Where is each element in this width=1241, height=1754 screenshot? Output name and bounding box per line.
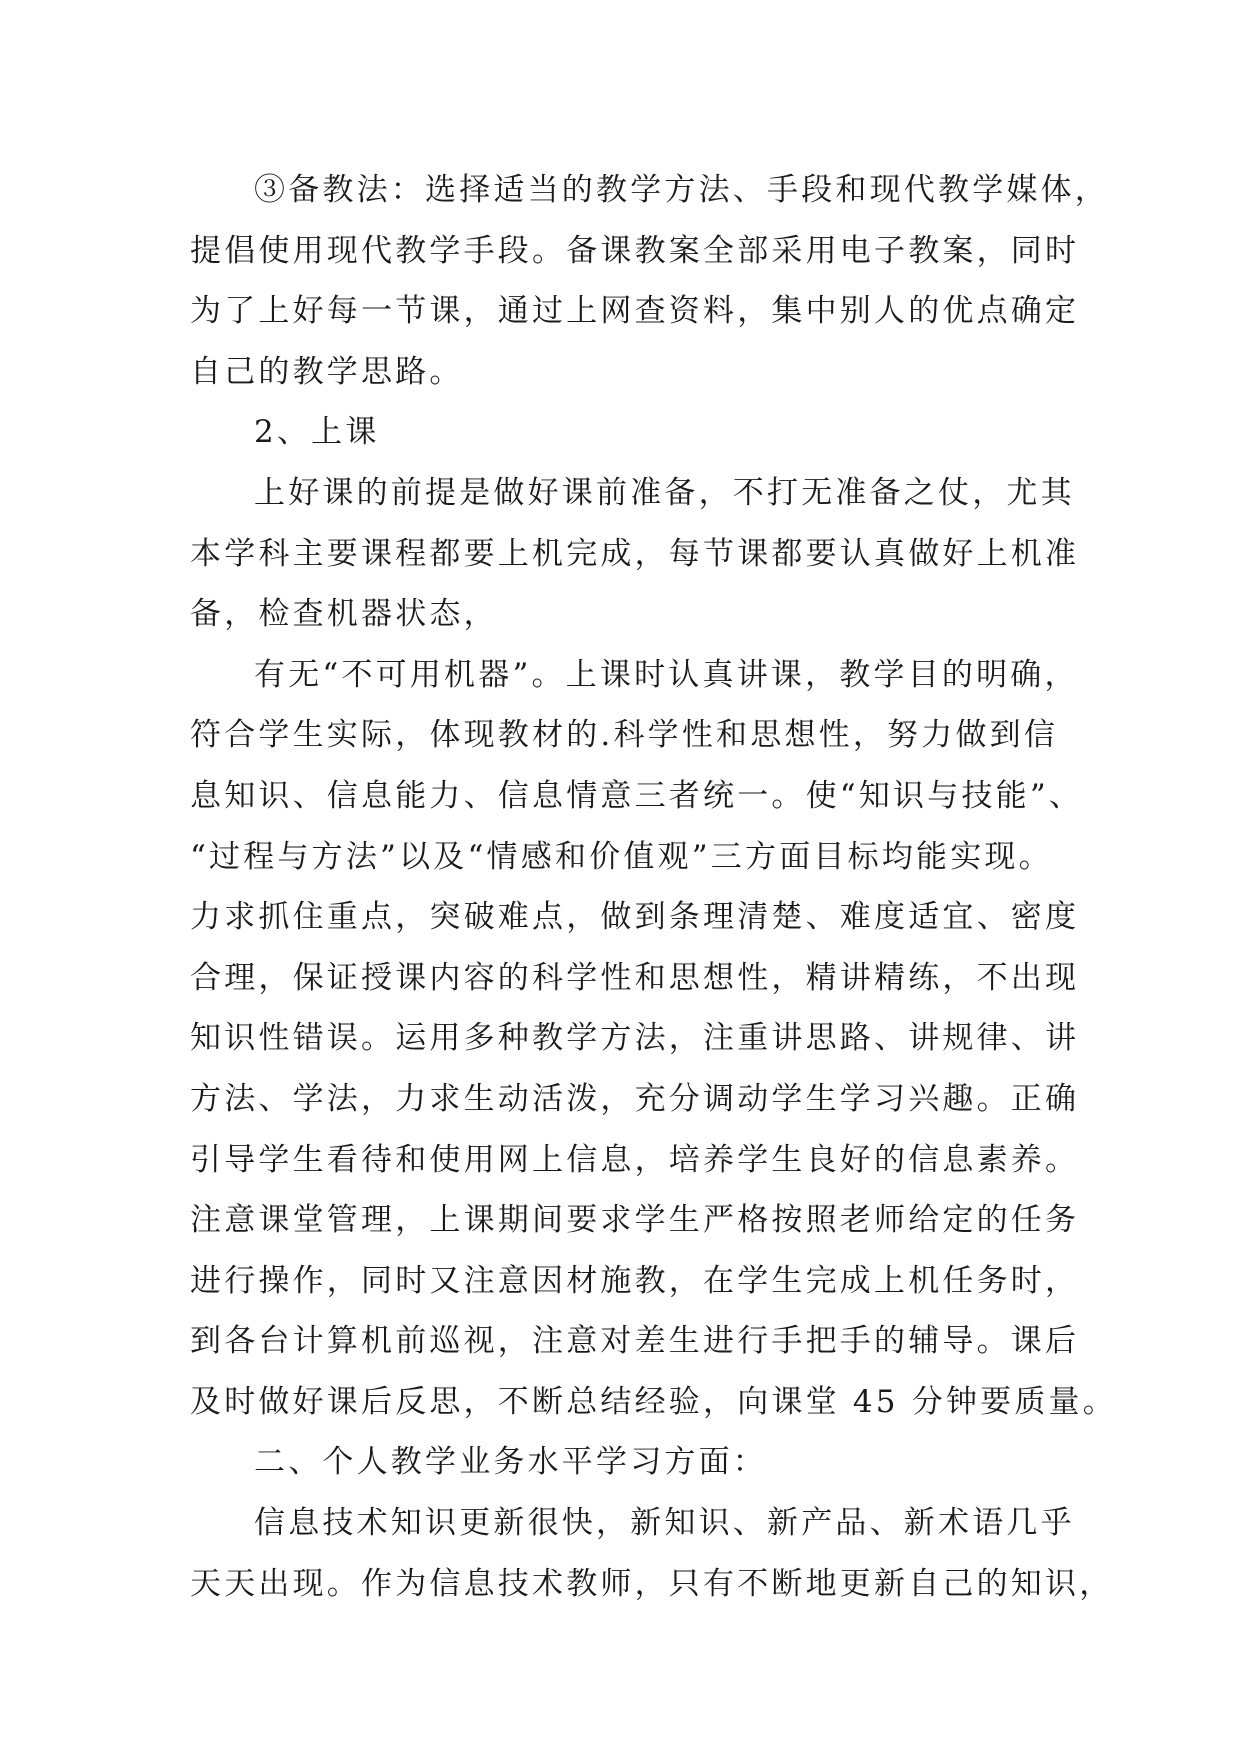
text-line: 方法、学法，力求生动活泼，充分调动学生学习兴趣。正确: [190, 1080, 1080, 1117]
document-body: [190, 160, 1117, 1614]
text-line: 息知识、信息能力、信息情意三者统一。使“知识与技能”、: [190, 777, 1084, 814]
text-line: 及时做好课后反思，不断总结经验，向课堂 45 分钟要质量。: [190, 1383, 1117, 1420]
text-line: ③备教法：选择适当的教学方法、手段和现代教学媒体，: [254, 172, 1109, 208]
text-line: 备，检查机器状态，: [190, 596, 498, 633]
text-line: 上好课的前提是做好课前准备，不打无准备之仗，尤其: [254, 474, 1075, 511]
text-line: 提倡使用现代教学手段。备课教案全部采用电子教案，同时: [190, 232, 1080, 269]
section-heading: 二、个人教学业务水平学习方面：: [254, 1444, 767, 1481]
text-line: 自己的教学思路。: [190, 353, 464, 390]
text-line: 符合学生实际，体现教材的.科学性和思想性，努力做到信: [190, 717, 1059, 754]
text-line: 有无“不可用机器”。上课时认真讲课，教学目的明确，: [254, 656, 1079, 693]
text-line: 信息技术知识更新很快，新知识、新产品、新术语几乎: [254, 1505, 1075, 1542]
text-line: 注意课堂管理，上课期间要求学生严格按照老师给定的任务: [190, 1202, 1080, 1239]
text-line: 到各台计算机前巡视，注意对差生进行手把手的辅导。课后: [190, 1323, 1080, 1360]
text-line: “过程与方法”以及“情感和价值观”三方面目标均能实现。: [190, 838, 1053, 875]
text-line: 力求抓住重点，突破难点，做到条理清楚、难度适宜、密度: [190, 899, 1080, 936]
text-line: 知识性错误。运用多种教学方法，注重讲思路、讲规律、讲: [190, 1020, 1080, 1057]
text-line: 本学科主要课程都要上机完成，每节课都要认真做好上机准: [190, 535, 1080, 572]
text-line: 天天出现。作为信息技术教师，只有不断地更新自己的知识，: [190, 1565, 1114, 1602]
section-heading: 2、上课: [254, 414, 380, 451]
text-line: 引导学生看待和使用网上信息，培养学生良好的信息素养。: [190, 1141, 1080, 1178]
text-line: 为了上好每一节课，通过上网查资料，集中别人的优点确定: [190, 293, 1080, 330]
text-line: 进行操作，同时又注意因材施教，在学生完成上机任务时，: [190, 1262, 1080, 1299]
text-line: 合理，保证授课内容的科学性和思想性，精讲精练，不出现: [190, 959, 1080, 996]
